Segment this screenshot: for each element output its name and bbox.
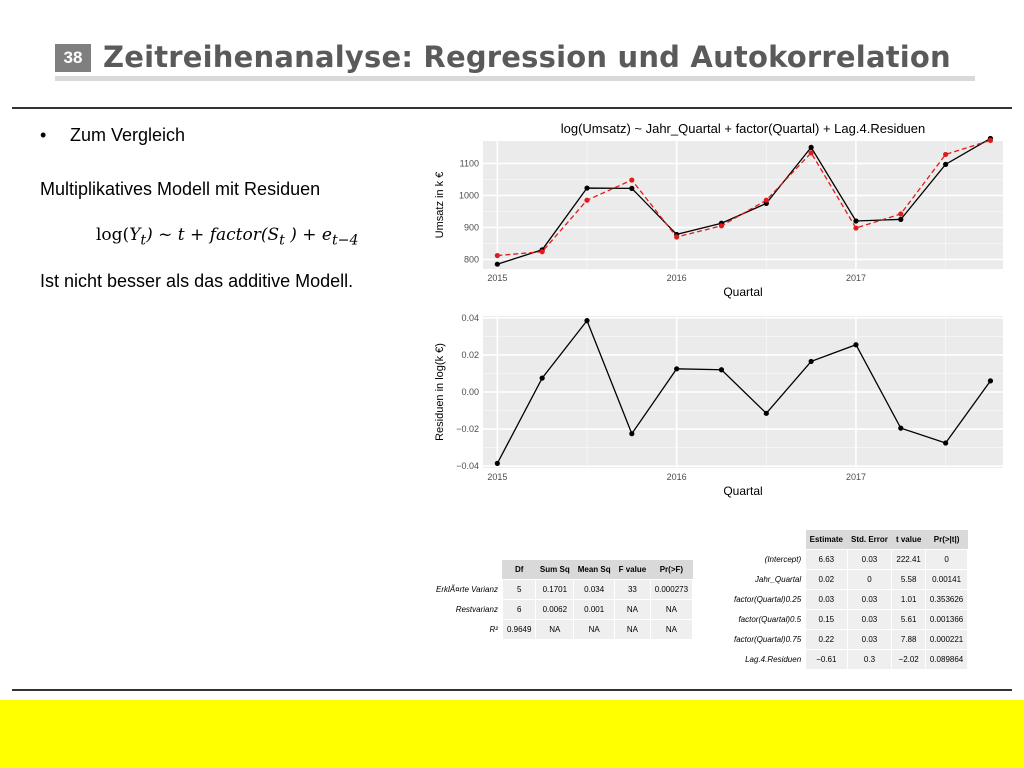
anova-cell: NA [536, 620, 574, 640]
resid-y-axis-label: Residuen in log(k €) [434, 343, 446, 441]
coef-cell: 0.03 [847, 550, 892, 570]
coef-cell: 0.03 [847, 610, 892, 630]
coef-cell: 7.88 [892, 630, 925, 650]
anova-header-cell: Pr(>F) [650, 560, 692, 580]
sales-data-point [719, 223, 724, 228]
coef-header-cell: Estimate [806, 530, 847, 550]
resid-data-point [853, 342, 858, 347]
title-underline [55, 76, 975, 81]
resid-y-tick-label: 0.00 [461, 387, 479, 397]
slide-title: Zeitreihenanalyse: Regression und Autokorrelation [103, 40, 951, 74]
coef-header-cell: Pr(>|t|) [925, 530, 967, 550]
coef-row-label: factor(Quartal)0.25 [734, 595, 802, 604]
resid-data-point [764, 411, 769, 416]
anova-cell: NA [650, 600, 692, 620]
sales-data-point [943, 152, 948, 157]
anova-cell: NA [574, 620, 615, 640]
bottom-divider [12, 689, 1012, 691]
bullet-marker: • [40, 125, 47, 145]
coef-cell: 6.63 [806, 550, 847, 570]
resid-data-point [719, 367, 724, 372]
coef-cell: 0.000221 [925, 630, 967, 650]
sales-data-point [629, 186, 634, 191]
anova-header-cell: Mean Sq [574, 560, 615, 580]
sales-data-point [674, 234, 679, 239]
resid-data-point [809, 359, 814, 364]
sales-data-point [584, 185, 589, 190]
anova-cell: 0.9649 [502, 620, 535, 640]
sales-title: log(Umsatz) ~ Jahr_Quartal + factor(Quartal) + Lag.4.Residuen [560, 121, 926, 136]
sales-data-point [898, 211, 903, 216]
coef-cell: −2.02 [892, 650, 925, 670]
sales-y-tick-label: 1100 [459, 158, 479, 169]
coef-row [730, 550, 968, 570]
bullet-text: Zum Vergleich [70, 125, 186, 145]
anova-header-cell: F value [615, 560, 651, 580]
resid-x-tick-label: 2016 [666, 472, 687, 482]
resid-data-point [898, 426, 903, 431]
coef-row-label: (Intercept) [764, 555, 802, 564]
sales-data-point [495, 262, 500, 267]
resid-data-point [988, 378, 993, 383]
coef-cell: 5.58 [892, 570, 925, 590]
anova-row-label: Restvarianz [455, 605, 498, 614]
sales-y-tick-label: 900 [463, 222, 479, 233]
formula-end: ) + e [284, 225, 332, 245]
residuals-chart [425, 308, 1015, 498]
resid-x-axis-label: Quartal [723, 484, 763, 498]
anova-cell: 0.034 [574, 580, 615, 600]
coef-row-label: factor(Quartal)0.5 [738, 615, 802, 624]
sales-data-point [495, 253, 500, 258]
sales-y-tick-label: 800 [463, 254, 479, 265]
coef-cell: 0 [847, 570, 892, 590]
sales-panel [483, 141, 1003, 269]
sales-data-point [853, 225, 858, 230]
coef-cell: 0.00141 [925, 570, 967, 590]
resid-data-point [540, 375, 545, 380]
resid-data-point [943, 440, 948, 445]
coef-cell: 5.61 [892, 610, 925, 630]
coef-cell: −0.61 [806, 650, 847, 670]
sales-data-point [629, 177, 634, 182]
resid-x-tick-label: 2015 [487, 472, 508, 482]
sales-x-axis-label: Quartal [723, 285, 763, 299]
coef-header-cell [730, 530, 806, 550]
resid-data-point [674, 366, 679, 371]
coef-cell: 0.02 [806, 570, 847, 590]
top-divider [12, 107, 1012, 109]
coef-row-label: Jahr_Quartal [754, 575, 802, 584]
resid-data-point [629, 431, 634, 436]
anova-header-cell: Sum Sq [536, 560, 574, 580]
model-description: Multiplikatives Modell mit Residuen [40, 179, 321, 199]
formula-y: Y [129, 225, 141, 245]
anova-header-cell [432, 560, 502, 580]
sales-x-tick-label: 2015 [487, 273, 508, 283]
anova-cell: NA [615, 600, 651, 620]
sales-data-point [584, 198, 589, 203]
sales-data-point [943, 162, 948, 167]
sales-data-point [809, 150, 814, 155]
coef-row [730, 570, 968, 590]
coef-header-cell: t value [892, 530, 925, 550]
coef-header-cell: Std. Error [847, 530, 892, 550]
coef-cell: 0.15 [806, 610, 847, 630]
anova-row [432, 580, 693, 600]
coef-cell: 0.3 [847, 650, 892, 670]
anova-cell: NA [650, 620, 692, 640]
anova-cell: 0.001 [574, 600, 615, 620]
resid-y-tick-label: 0.02 [461, 349, 479, 360]
sales-data-point [853, 218, 858, 223]
anova-row-label: ErklÃ¤rte Varianz [436, 585, 498, 594]
bullet-item [40, 124, 185, 147]
coef-row [730, 630, 968, 650]
sales-data-point [540, 249, 545, 254]
formula-s-sub: t [279, 232, 285, 249]
formula-y-sub: t [140, 232, 147, 249]
formula-middle: ) ~ t + factor(S [146, 225, 280, 245]
sales-data-point [988, 138, 993, 143]
coef-cell: 222.41 [892, 550, 925, 570]
formula-e-sub: t−4 [331, 232, 359, 249]
anova-cell: 33 [615, 580, 651, 600]
resid-data-point [495, 461, 500, 466]
anova-row [432, 600, 693, 620]
resid-y-tick-label: −0.02 [456, 424, 479, 435]
sales-data-point [809, 145, 814, 150]
anova-cell: 6 [502, 600, 535, 620]
anova-cell: NA [615, 620, 651, 640]
anova-row-label: R² [489, 625, 498, 634]
conclusion-text: Ist nicht besser als das additive Modell. [40, 271, 354, 291]
sales-x-tick-label: 2016 [666, 273, 687, 283]
coef-row [730, 590, 968, 610]
coef-row [730, 650, 968, 670]
resid-y-tick-label: −0.04 [456, 461, 479, 472]
anova-cell: 0.0062 [536, 600, 574, 620]
anova-table [432, 560, 693, 640]
sales-y-axis-label: Umsatz in k € [434, 171, 446, 239]
coef-cell: 0.03 [847, 630, 892, 650]
footer-bar [0, 700, 1024, 768]
model-formula [96, 224, 359, 252]
fitted-sales-chart [425, 113, 1015, 308]
sales-y-tick-label: 1000 [458, 190, 479, 201]
anova-row [432, 620, 693, 640]
slide-number: 38 [55, 44, 91, 72]
coef-row [730, 610, 968, 630]
coef-cell: 0.001366 [925, 610, 967, 630]
anova-cell: 0.1701 [536, 580, 574, 600]
sales-x-tick-label: 2017 [845, 273, 866, 283]
anova-header-row [432, 560, 693, 580]
coef-row-label: Lag.4.Residuen [745, 655, 802, 664]
resid-data-point [584, 318, 589, 323]
sales-data-point [764, 198, 769, 203]
coef-row-label: factor(Quartal)0.75 [734, 635, 802, 644]
coef-cell: 1.01 [892, 590, 925, 610]
coef-cell: 0 [925, 550, 967, 570]
coef-cell: 0.03 [806, 590, 847, 610]
resid-x-tick-label: 2017 [845, 472, 866, 482]
resid-y-tick-label: 0.04 [461, 312, 479, 323]
coef-cell: 0.353626 [925, 590, 967, 610]
anova-cell: 0.000273 [650, 580, 692, 600]
coef-cell: 0.22 [806, 630, 847, 650]
coef-cell: 0.03 [847, 590, 892, 610]
formula-log: log( [96, 225, 130, 245]
anova-cell: 5 [502, 580, 535, 600]
coef-cell: 0.089864 [925, 650, 967, 670]
anova-header-cell: Df [502, 560, 535, 580]
coef-header-row [730, 530, 968, 550]
coefficient-table [730, 530, 968, 670]
sales-data-point [898, 217, 903, 222]
